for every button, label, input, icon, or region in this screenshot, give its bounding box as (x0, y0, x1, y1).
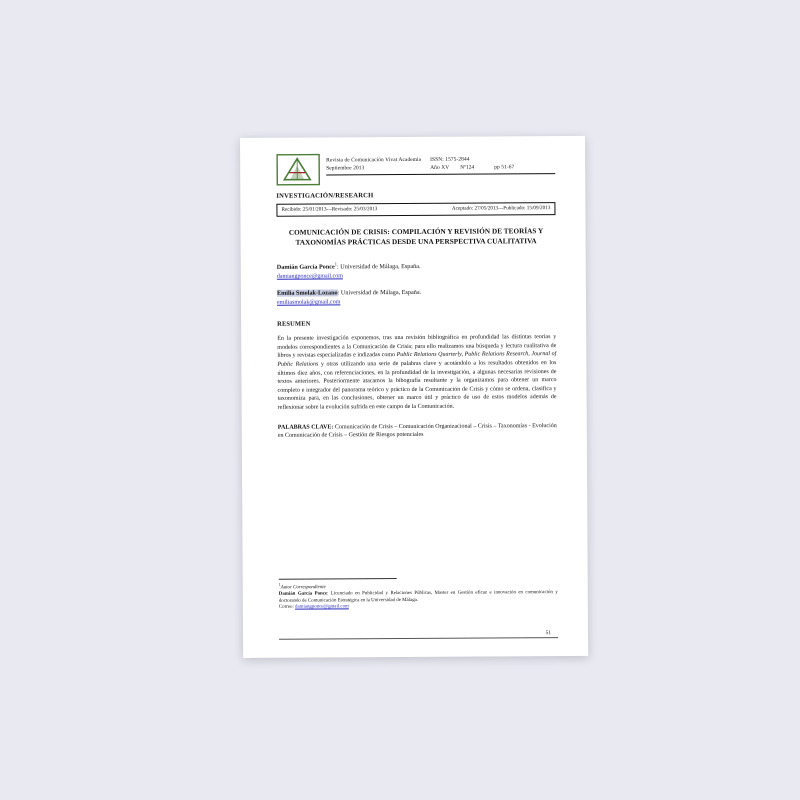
footnote-text (279, 580, 558, 612)
footnote-bio: : Licenciado en Publicidad y Relaciones Públicas, Master en Gestión eficaz e innovación en comunicación y doctorando de Comunicación Estratégica en la Universidad de Málaga. (278, 590, 558, 604)
author-email-link[interactable]: emiliasmolak@gmail.com (276, 299, 341, 306)
author-affiliation: : Universidad de Málaga, España. (337, 288, 422, 297)
keywords-text: Comunicación de Crisis – Comunicación Organizacional – Crisis – Taxonomías - Evolución en Comunicación de Crisis – Gestión de Riesgos potenciales (277, 422, 557, 439)
author-entry (277, 288, 556, 307)
footnote-email-label: Correo: (278, 605, 296, 611)
journal-logo-icon (276, 154, 320, 186)
journal-pages: pp 51-67 (494, 164, 515, 171)
masthead-text (326, 152, 555, 175)
journal-issue: Nº124 (460, 164, 475, 171)
keywords-block (278, 422, 557, 441)
author-name: Damián García Ponce (276, 263, 335, 272)
author-email-link[interactable]: damiangponce@gmail.com (276, 273, 343, 281)
footer-divider (279, 630, 558, 640)
journal-issn: ISSN: 1575-2844 (430, 156, 470, 163)
abstract-part-1: En la presente investigación exponemos, tras una revisión bibliográfica en profundidad las distintas teorías y modelos correspondientes a la Comunicación de Crisis; para ello realizamos una búsqueda y lectura cualitativa de libros y revistas especializadas e indizadas como (277, 334, 557, 360)
footnote-divider (279, 578, 397, 580)
footnote-email-link[interactable]: damiangponce@gmail.com (295, 604, 349, 611)
page-footer (279, 630, 558, 640)
journal-masthead (276, 152, 555, 186)
masthead-divider (326, 173, 555, 175)
footnote-marker: 1 (278, 581, 281, 587)
masthead-row-2 (326, 163, 555, 172)
abstract-text (277, 333, 556, 412)
footnote-heading: Autor Correspondiente (280, 585, 326, 591)
page-number: 51 (543, 630, 554, 636)
author-line (277, 259, 556, 272)
author-affiliation: : Universidad de Málaga, España. (336, 263, 421, 271)
abstract-journal-titles: Public Relations Quarterly, Public Relations Research, Journal of Public Relations (277, 351, 557, 368)
page-title: COMUNICACIÓN DE CRISIS: COMPILACIÓN Y REVISIÓN DE TEORÍAS Y TAXONOMÍAS PRÁCTICAS DESDE UNA PERSPECTIVA CUALITATIVA (288, 227, 544, 247)
dates-box (276, 202, 555, 217)
abstract-heading: RESUMEN (277, 320, 311, 329)
document-page (240, 136, 588, 658)
section-label: INVESTIGACIÓN/RESEARCH (276, 192, 374, 200)
author-name: Emilia Smolak-Lozano (276, 289, 338, 297)
page-content (276, 152, 558, 648)
journal-year: Año XV (430, 164, 450, 171)
footnote-area (279, 577, 558, 612)
accepted-published-dates: Aceptado: 27/05/2013---Publicado: 15/09/2013 (451, 205, 551, 212)
abstract-part-2: y otras utilizando una serie de palabras clave y acotándolo a los resultados obtenidos en los últimos diez años, con referenciaciones, en la profundidad de la investigación, a algunas necesarias revisiones de textos anteriores. Posteriormente atacamos la bibografía resultante y la organizamos para obtener un marco completo e integrador del panorama teórico y práctico de la Comunicación de Crisis y cómo se ordena, clasifica y taxonomiza para, en las conclusiones, obtener un marco útil y práctico de uso de estos modelos además de reflexionar sobre la evolución sufrida en este campo de la Comunicación. (277, 360, 557, 411)
journal-name: Revista de Comunicación Vivat Academia (326, 156, 422, 164)
keywords-label: PALABRAS CLAVE: (277, 424, 334, 431)
footnote-author-name: Damián García Ponce (278, 591, 328, 597)
author-footnote-marker: 1 (334, 261, 337, 267)
received-revised-dates: Recibido: 25/01/2013---Revisado: 25/03/2013 (281, 206, 378, 213)
author-entry (277, 259, 556, 281)
journal-date: Septiembre 2013 (326, 165, 365, 172)
author-list (277, 259, 556, 307)
